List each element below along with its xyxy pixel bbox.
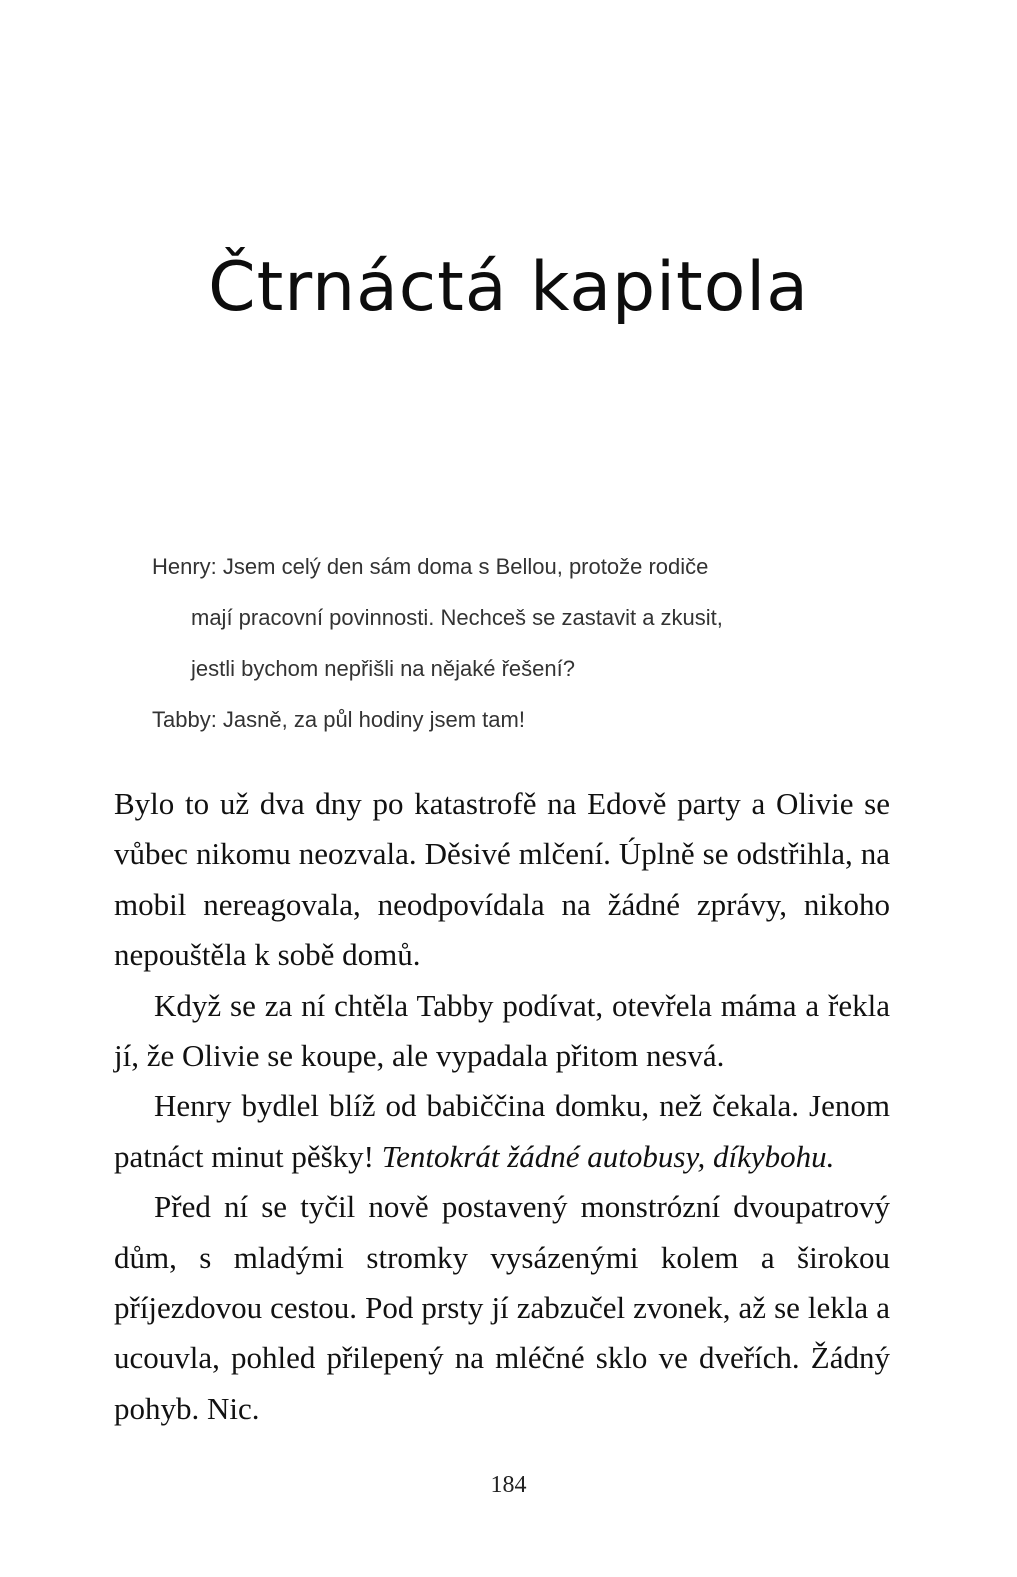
chat-message-henry-continued: mají pracovní povinnosti. Nechceš se zastavit a zkusit, (191, 605, 723, 630)
paragraph-1: Bylo to už dva dny po katastrofě na Edově party a Olivie se vůbec nikomu neozvala. Děsivé mlčení. Úplně se odstřihla, na mobil nereagovala, neodpovídala na žádné zprávy, nikoho nepouštěla k sobě domů. (114, 786, 890, 973)
paragraph-3-italic-thought: Tentokrát žádné autobusy, díkybohu. (381, 1138, 835, 1174)
page-number: 184 (490, 1472, 527, 1498)
chat-message-henry-continued: jestli bychom nepřišli na nějaké řešení? (191, 656, 575, 681)
paragraph-4: Před ní se tyčil nově postavený monstrózní dvoupatrový dům, s mladými stromky vysázenými kolem a širokou příjezdovou cestou. Pod prsty jí zabzučel zvonek, až se lekla a ucouvla, pohled přilepený na mléčné sklo ve dveřích. Žádný pohyb. Nic. (114, 1189, 890, 1426)
paragraph-3-text: Henry bydlel blíž od babiččina domku, než čekala. Jenom patnáct minut pěšky! (114, 1088, 890, 1174)
paragraph-3 (114, 1081, 890, 1182)
body-text (114, 779, 890, 1434)
chat-message-tabby: Tabby: Jasně, za půl hodiny jsem tam! (152, 707, 525, 732)
chat-message-henry: Henry: Jsem celý den sám doma s Bellou, protože rodiče (152, 554, 709, 579)
paragraph-2: Když se za ní chtěla Tabby podívat, otevřela máma a řekla jí, že Olivie se koupe, ale vypadala přitom nesvá. (114, 987, 890, 1074)
text-message-exchange (152, 541, 852, 745)
chapter-title: Čtrnáctá kapitola (208, 248, 809, 327)
